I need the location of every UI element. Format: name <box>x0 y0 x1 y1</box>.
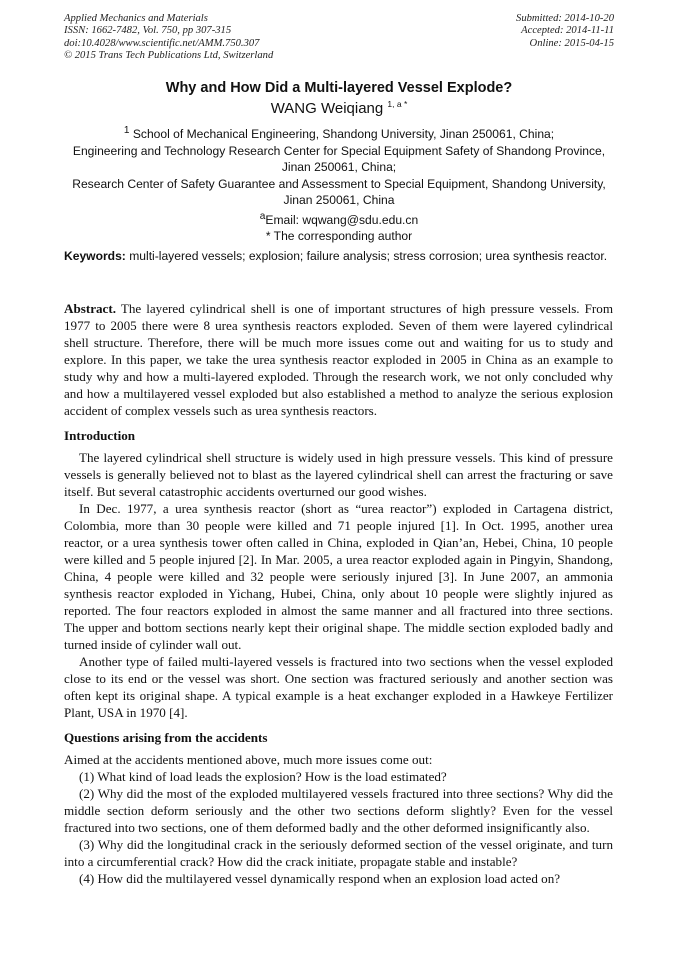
abstract-text: The layered cylindrical shell is one of important structures of high pressure vessels. From 1977 to 2005 there were 8 urea synthesis reactors exploded. Seven of them were layered cylindrical shell structure. Therefore, there will be much more issues come out and waiting for us to study and explore. In this paper, we take the urea synthesis reactor exploded in 2005 in China as an example to study why and how a multi-layered exploded. Through the research work, we not only concluded why and how a multilayered vessel exploded but also established a method to analyze the serious explosion accident of complex vessels such as urea synthesis reactors. <box>64 301 613 418</box>
journal-doi: doi:10.4028/www.scientific.net/AMM.750.307 <box>64 37 260 49</box>
question-item: (2) Why did the most of the exploded multilayered vessels fractured into three sections? Why did the middle section deform seriously and the other two sections deform slightly? Even for the vessel fractured into two sections, one of them deformed badly and the other deformed insignificantly also. <box>64 786 613 835</box>
journal-issn: ISSN: 1662-7482, Vol. 750, pp 307-315 <box>64 25 232 37</box>
submitted-date: Submitted: 2014-10-20 <box>516 13 614 24</box>
author-line <box>60 100 618 117</box>
affiliation-line: Research Center of Safety Guarantee and Assessment to Special Equipment, Shandong University, <box>72 176 606 191</box>
dates-header <box>516 13 614 50</box>
affiliation-line: $^1$ School of Mechanical Engineering, Shandong University, Jinan 250061, China; <box>123 125 555 142</box>
paragraph: Another type of failed multi-layered vessels is fractured into two sections when the vessel exploded close to its end or the vessel was short. One section was fractured seriously and another section was often kept its original shape. A typical example is a heat exchanger exploded in a Hawkeye Fertilizer Plant, USA in 1970 [4]. <box>64 654 613 720</box>
paper-title: Why and How Did a Multi-layered Vessel Explode? <box>165 80 513 96</box>
affiliation-line: Jinan 250061, China <box>283 193 395 208</box>
keywords-label: Keywords: <box>64 249 126 263</box>
keywords-text: multi-layered vessels; explosion; failure analysis; stress corrosion; urea synthesis reactor. <box>129 249 608 263</box>
author-email: Email: wqwang@sdu.edu.cn <box>265 212 419 227</box>
introduction-body <box>64 449 613 721</box>
paragraph: The layered cylindrical shell structure is widely used in high pressure vessels. This kind of pressure vessels is generally believed not to blast as the layered cylindrical shell can arrest the fracturing or save itself. But several catastrophic accidents overturned our good wishes. <box>64 450 613 499</box>
journal-copyright: © 2015 Trans Tech Publications Ltd, Switzerland <box>64 50 274 62</box>
journal-name: Applied Mechanics and Materials <box>64 13 208 24</box>
question-item: (1) What kind of load leads the explosion? How is the load estimated? <box>79 769 447 784</box>
question-item: (4) How did the multilayered vessel dynamically respond when an explosion load acted on? <box>79 871 561 886</box>
author-superscript: 1, a * <box>387 99 408 109</box>
question-item: (3) Why did the longitudinal crack in the seriously deformed section of the vessel originate, and turn into a circumferential crack? How did the crack initiate, propagate stable and instable? <box>64 837 613 869</box>
abstract-label: Abstract. <box>64 301 116 316</box>
online-date: Online: 2015-04-15 <box>529 37 614 49</box>
keywords <box>64 249 613 265</box>
author-name: WANG Weiqiang <box>270 100 384 117</box>
affiliation-line: Jinan 250061, China; <box>281 160 397 175</box>
email-line: $^a$Email: wqwang@sdu.edu.cn <box>259 210 419 227</box>
affiliation-line: Engineering and Technology Research Center for Special Equipment Safety of Shandong Province, <box>72 143 606 158</box>
paragraph: Aimed at the accidents mentioned above, much more issues come out: <box>64 752 433 767</box>
accepted-date: Accepted: 2014-11-11 <box>521 25 614 37</box>
affiliations <box>60 123 618 245</box>
section-heading-questions: Questions arising from the accidents <box>64 730 268 745</box>
journal-header <box>64 13 273 63</box>
abstract <box>64 300 613 419</box>
section-heading-introduction: Introduction <box>64 428 136 443</box>
paragraph: In Dec. 1977, a urea synthesis reactor (short as “urea reactor”) exploded in Cartagena district, Colombia, more than 30 people were killed and 71 people injured [1]. In Oct. 1995, another urea reactor, or a urea synthesis tower often called in China, exploded in Qian’an, Hebei, China, 10 people were killed and 5 people injured [2]. In Mar. 2005, a urea reactor exploded again in Pingyin, Shandong, China, 4 people were killed and 32 people were seriously injured [3]. In June 2007, an ammonia synthesis reactor exploded in Yichang, Hubei, China, only about 10 people were slightly injured as reported. The four reactors exploded in almost the same manner and all fractured into three sections. The upper and bottom sections nearly kept their original shape. The middle section exploded badly and turned inside of cylinder wall out. <box>64 501 613 652</box>
corresponding-note: * The corresponding author <box>265 229 413 244</box>
questions-body <box>64 751 613 887</box>
